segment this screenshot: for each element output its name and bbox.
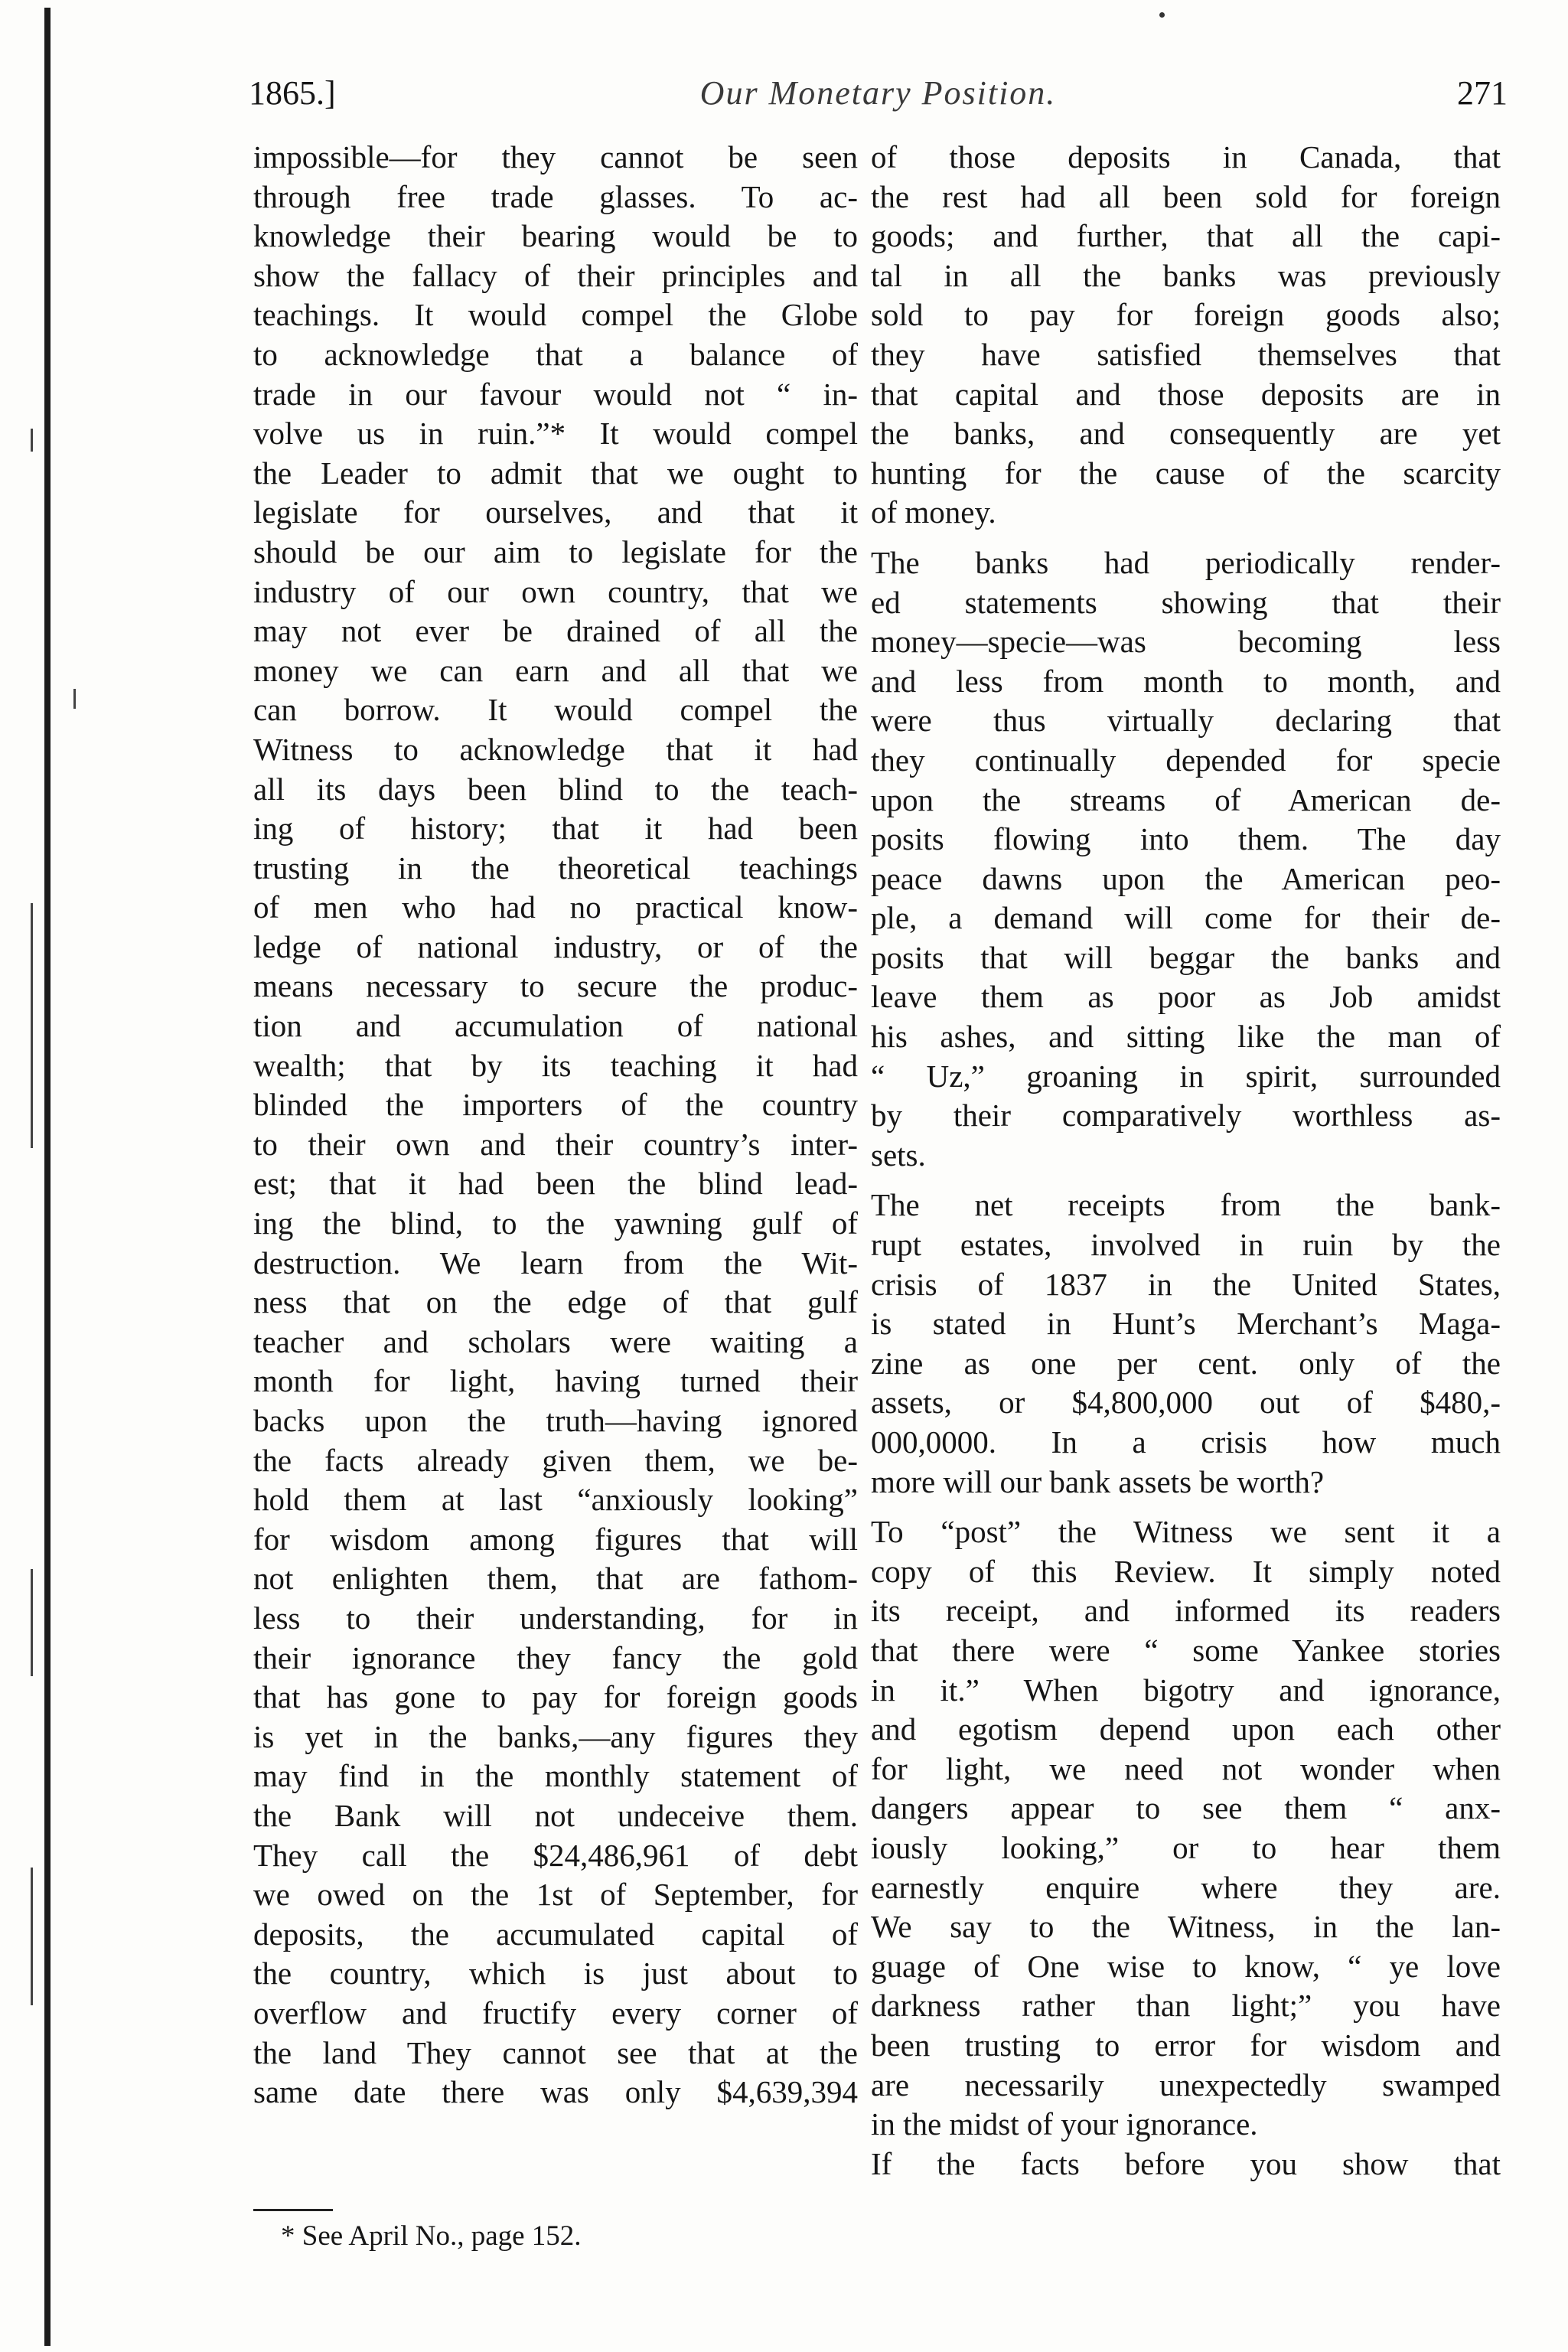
text-line: earnestly enquire where they are. [871,1869,1501,1905]
text-line: they have satisfied themselves that [871,336,1501,372]
text-line: month for light, having turned their [253,1363,858,1399]
text-line: 000,0000. In a crisis how much [871,1424,1501,1460]
text-line: the rest had all been sold for foreign [871,178,1501,214]
text-line: and less from month to month, and [871,663,1501,699]
text-line: sets. [871,1137,926,1173]
text-line: posits flowing into them. The day [871,821,1501,857]
text-line: iously looking,” or to hear them [871,1829,1501,1865]
text-line: rupt estates, involved in ruin by the [871,1227,1501,1263]
text-line: zine as one per cent. only of the [871,1345,1501,1381]
text-line: destruction. We learn from the Wit- [253,1245,858,1280]
text-line: The banks had periodically render- [871,544,1501,580]
header-title: Our Monetary Position. [699,74,1057,112]
text-line: backs upon the truth—having ignored [253,1403,858,1438]
text-line: that capital and those deposits are in [871,376,1501,412]
page-number: 271 [1457,74,1508,112]
text-line: est; that it had been the blind lead- [253,1166,858,1202]
text-line: They call the $24,486,961 of debt [253,1837,858,1873]
text-line: money we can earn and all that we [253,652,858,688]
text-line: goods; and further, that all the capi- [871,218,1501,254]
text-line: were thus virtually declaring that [871,703,1501,739]
text-line: ing the blind, to the yawning gulf of [253,1205,858,1241]
text-line: his ashes, and sitting like the man of [871,1019,1501,1055]
text-line: can borrow. It would compel the [253,692,858,728]
text-line: knowledge their bearing would be to [253,218,858,254]
text-line: overflow and fructify every corner of [253,1995,858,2031]
text-line: ple, a demand will come for their de- [871,900,1501,936]
text-line: that there were “ some Yankee stories [871,1632,1501,1668]
text-line: sold to pay for foreign goods also; [871,297,1501,333]
text-line: hold them at last “anxiously looking” [253,1482,858,1518]
text-line: the land They cannot see that at the [253,2034,858,2070]
text-line: in it.” When bigotry and ignorance, [871,1672,1501,1708]
text-line: ing of history; that it had been [253,811,858,847]
text-line: we owed on the 1st of September, for [253,1877,858,1913]
text-line: is yet in the banks,—any figures they [253,1718,858,1754]
text-line: the facts already given them, we be- [253,1442,858,1478]
text-line: the banks, and consequently are yet [871,416,1501,452]
text-line: upon the streams of American de- [871,781,1501,817]
paragraph-gap [871,1502,1501,1512]
text-line: posits that will beggar the banks and [871,939,1501,975]
text-line: dangers appear to see them “ anx- [871,1790,1501,1826]
text-line: they continually depended for specie [871,742,1501,778]
text-line: teacher and scholars were waiting a [253,1323,858,1359]
margin-mark [31,903,33,1148]
text-line: the Leader to admit that we ought to [253,455,858,491]
text-line: to their own and their country’s inter- [253,1126,858,1162]
text-line: been trusting to error for wisdom and [871,2027,1501,2063]
text-line: volve us in ruin.”* It would compel [253,416,858,452]
text-line: trade in our favour would not “ in- [253,376,858,412]
text-line: deposits, the accumulated capital of [253,1916,858,1952]
text-line: “ Uz,” groaning in spirit, surrounded [871,1058,1501,1094]
text-line: ledge of national industry, or of the [253,928,858,964]
text-line: industry of our own country, that we [253,573,858,609]
text-line: should be our aim to legislate for the [253,533,858,569]
text-line: same date there was only $4,639,394 [253,2074,858,2110]
text-line: its receipt, and informed its readers [871,1593,1501,1629]
text-line: less to their understanding, for in [253,1600,858,1636]
margin-mark [31,1868,33,2005]
text-line: Witness to acknowledge that it had [253,731,858,767]
text-line: to acknowledge that a balance of [253,336,858,372]
text-line: the country, which is just about to [253,1956,858,1992]
text-line: is stated in Hunt’s Merchant’s Maga- [871,1306,1501,1342]
text-line: ed statements showing that their [871,584,1501,620]
text-line: darkness rather than light;” you have [871,1988,1501,2024]
text-line: that has gone to pay for foreign goods [253,1679,858,1715]
text-line: more will our bank assets be worth? [871,1463,1325,1499]
text-line: of money. [871,494,996,530]
text-line: are necessarily unexpectedly swamped [871,2067,1501,2102]
header-year: 1865.] [249,74,336,112]
text-line: tion and accumulation of national [253,1008,858,1044]
text-line: teachings. It would compel the Globe [253,297,858,333]
text-line: assets, or $4,800,000 out of $480,- [871,1385,1501,1421]
text-line: crisis of 1837 in the United States, [871,1266,1501,1302]
text-line: money—specie—was becoming less [871,624,1501,660]
margin-mark [73,689,76,709]
footnote: * See April No., page 152. [281,2220,582,2252]
text-line: in the midst of your ignorance. [871,2106,1258,2142]
text-line: legislate for ourselves, and that it [253,494,858,530]
text-line: their ignorance they fancy the gold [253,1639,858,1675]
text-line: We say to the Witness, in the lan- [871,1909,1501,1945]
text-line: peace dawns upon the American peo- [871,860,1501,896]
text-line: leave them as poor as Job amidst [871,979,1501,1015]
text-line: To “post” the Witness we sent it a [871,1514,1501,1550]
paragraph-gap [871,533,1501,543]
text-line: impossible—for they cannot be seen [253,139,858,175]
right-column [871,138,1501,2184]
text-line: If the facts before you show that [871,2145,1501,2181]
text-line: wealth; that by its teaching it had [253,1047,858,1083]
text-line: not enlighten them, that are fathom- [253,1561,858,1597]
margin-mark [31,429,33,452]
text-line: may find in the monthly statement of [253,1758,858,1794]
text-line: show the fallacy of their principles and [253,257,858,293]
text-line: means necessary to secure the produc- [253,968,858,1004]
text-line: by their comparatively worthless as- [871,1098,1501,1134]
text-line: guage of One wise to know, “ ye love [871,1948,1501,1984]
footnote-rule [253,2209,333,2211]
text-line: of those deposits in Canada, that [871,139,1501,175]
text-line: and egotism depend upon each other [871,1711,1501,1747]
paragraph-gap [871,1175,1501,1186]
left-column [253,138,858,2112]
text-line: for wisdom among figures that will [253,1521,858,1557]
text-line: ness that on the edge of that gulf [253,1284,858,1320]
running-header [249,73,1508,119]
text-line: blinded the importers of the country [253,1087,858,1123]
text-line: the Bank will not undeceive them. [253,1797,858,1833]
scan-speck [1159,12,1165,18]
text-line: copy of this Review. It simply noted [871,1553,1501,1589]
text-line: trusting in the theoretical teachings [253,850,858,886]
text-line: The net receipts from the bank- [871,1187,1501,1223]
text-line: hunting for the cause of the scarcity [871,455,1501,491]
text-line: tal in all the banks was previously [871,257,1501,293]
text-line: may not ever be drained of all the [253,613,858,649]
page-binding-edge [44,8,51,2346]
text-line: all its days been blind to the teach- [253,771,858,807]
text-line: for light, we need not wonder when [871,1750,1501,1786]
text-line: through free trade glasses. To ac- [253,178,858,214]
margin-mark [31,1569,33,1676]
text-line: of men who had no practical know- [253,889,858,925]
